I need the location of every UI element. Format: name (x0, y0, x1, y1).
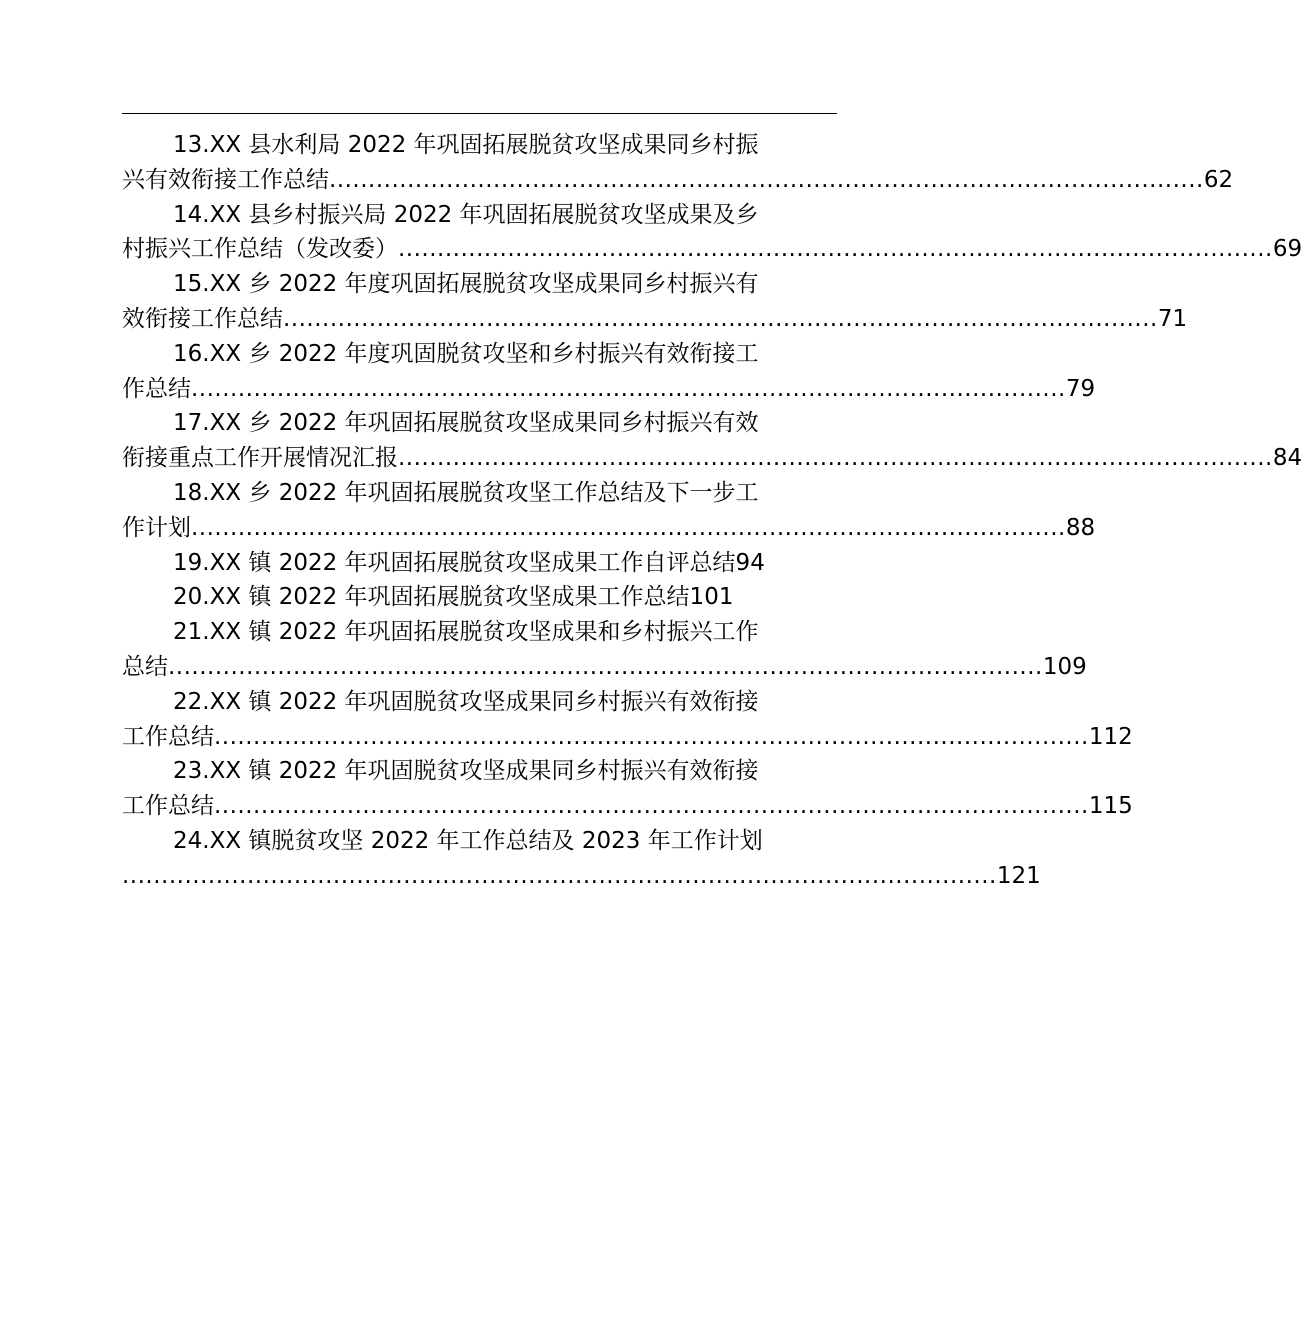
toc-entry-title: 17.XX 乡 2022 年巩固拓展脱贫攻坚成果同乡村振兴有效 (173, 410, 759, 437)
toc-entry-title: 14.XX 县乡村振兴局 2022 年巩固拓展脱贫攻坚成果及乡 (173, 201, 759, 228)
toc-entry-title: 18.XX 乡 2022 年巩固拓展脱贫攻坚工作总结及下一步工 (173, 479, 759, 506)
toc-entry-title-continued: 工作总结 (122, 723, 214, 750)
toc-entry-23[interactable] (122, 754, 1133, 824)
toc-entry-22[interactable] (122, 685, 1133, 755)
toc-entry-title-continued: 效衔接工作总结 (122, 305, 283, 332)
toc-entry-title: 19.XX 镇 2022 年巩固拓展脱贫攻坚成果工作自评总结94 (173, 549, 765, 576)
toc-page-number: 79 (1065, 375, 1096, 402)
toc-entry-title-continued: 兴有效衔接工作总结 (122, 166, 329, 193)
dot-leader: ................................................................................................................ (398, 236, 1273, 263)
toc-entry-title: 23.XX 镇 2022 年巩固脱贫攻坚成果同乡村振兴有效衔接 (173, 758, 759, 785)
toc-entry-title: 24.XX 镇脱贫攻坚 2022 年工作总结及 2023 年工作计划 (173, 827, 763, 854)
toc-entry-title-continued: 村振兴工作总结（发改委） (122, 236, 398, 263)
toc-page-number: 69 (1272, 236, 1302, 263)
toc-page-number: 115 (1088, 793, 1133, 820)
toc-page-number: 121 (996, 862, 1041, 889)
dot-leader: ................................................................................................................ (168, 653, 1043, 680)
toc-entry-title-continued: 衔接重点工作开展情况汇报 (122, 445, 398, 472)
toc-page-number: 62 (1203, 166, 1234, 193)
header-rule (122, 113, 837, 114)
toc-entry-16[interactable] (122, 337, 1096, 407)
toc-entry-19[interactable] (122, 546, 837, 581)
toc-entry-14[interactable] (122, 198, 1302, 268)
toc-entry-title-continued: 作总结 (122, 375, 191, 402)
dot-leader: ................................................................................................................ (398, 445, 1273, 472)
toc-entry-title-continued: 作计划 (122, 514, 191, 541)
toc-page-number: 71 (1157, 305, 1188, 332)
toc-entry-13[interactable] (122, 128, 1234, 198)
toc-entry-15[interactable] (122, 267, 1188, 337)
table-of-contents (122, 128, 1302, 894)
toc-entry-title: 16.XX 乡 2022 年度巩固脱贫攻坚和乡村振兴有效衔接工 (173, 340, 759, 367)
dot-leader: ................................................................................................................ (214, 723, 1089, 750)
toc-entry-20[interactable] (122, 580, 837, 615)
toc-entry-17[interactable] (122, 406, 1302, 476)
toc-entry-title: 22.XX 镇 2022 年巩固脱贫攻坚成果同乡村振兴有效衔接 (173, 688, 759, 715)
toc-page-number: 112 (1088, 723, 1133, 750)
dot-leader: ................................................................................................................ (191, 375, 1066, 402)
toc-entry-21[interactable] (122, 615, 1087, 685)
toc-entry-title: 20.XX 镇 2022 年巩固拓展脱贫攻坚成果工作总结101 (173, 584, 734, 611)
dot-leader: ................................................................................................................ (191, 514, 1066, 541)
dot-leader: ................................................................................................................ (214, 793, 1089, 820)
toc-page-number: 88 (1065, 514, 1096, 541)
toc-entry-title: 15.XX 乡 2022 年度巩固拓展脱贫攻坚成果同乡村振兴有 (173, 271, 759, 298)
toc-entry-title: 21.XX 镇 2022 年巩固拓展脱贫攻坚成果和乡村振兴工作 (173, 619, 759, 646)
toc-page-number: 109 (1042, 653, 1087, 680)
toc-entry-18[interactable] (122, 476, 1096, 546)
dot-leader: ................................................................................................................ (283, 305, 1158, 332)
toc-entry-24[interactable] (122, 824, 1041, 894)
toc-page-number: 84 (1272, 445, 1302, 472)
toc-entry-title-continued: 总结 (122, 653, 168, 680)
toc-entry-title: 13.XX 县水利局 2022 年巩固拓展脱贫攻坚成果同乡村振 (173, 132, 759, 158)
dot-leader: ................................................................................................................ (329, 166, 1204, 193)
dot-leader: ................................................................................................................ (122, 862, 997, 889)
toc-entry-title-continued: 工作总结 (122, 793, 214, 820)
